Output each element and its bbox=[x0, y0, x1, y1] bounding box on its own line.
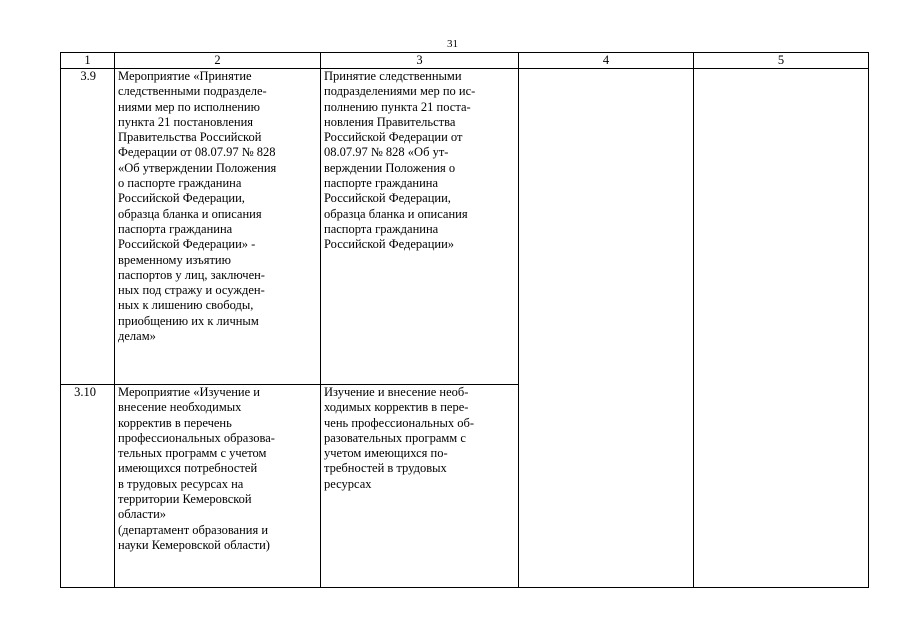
measure-title-cell: Мероприятие «Принятие следственными подразделе- ниями мер по исполнению пункта 21 постановления Правительства Российской Федерации от 08.07.97 № 828 «Об утверждении Положения о паспорте гражданина Российской Федерации, образца бланка и описания паспорта гражданина Российской Федерации» - временному изъятию паспортов у лиц, заключен- ных под стражу и осужден- ных к лишению свободы, приобщению их к личным делам» bbox=[115, 69, 321, 385]
row-number: 3.9 bbox=[61, 69, 115, 385]
header-col-1: 1 bbox=[61, 53, 115, 69]
column-5-cell bbox=[694, 69, 869, 588]
column-4-cell bbox=[519, 69, 694, 588]
header-row bbox=[61, 53, 869, 69]
measure-description-cell: Изучение и внесение необ- ходимых корректив в пере- чень профессиональных об- разовательных программ с учетом имеющихся по- требностей в трудовых ресурсах bbox=[321, 385, 519, 588]
measures-table bbox=[60, 52, 869, 588]
table-row bbox=[61, 69, 869, 385]
table-body bbox=[61, 69, 869, 588]
row-number: 3.10 bbox=[61, 385, 115, 588]
page-number: 31 bbox=[447, 38, 458, 50]
header-col-3: 3 bbox=[321, 53, 519, 69]
measure-description-cell: Принятие следственными подразделениями мер по ис- полнению пункта 21 поста- новления Правительства Российской Федерации от 08.07.97 № 828 «Об ут- верждении Положения о паспорте гражданина Российской Федерации, образца бланка и описания паспорта гражданина Российской Федерации» bbox=[321, 69, 519, 385]
header-col-4: 4 bbox=[519, 53, 694, 69]
measure-title-cell: Мероприятие «Изучение и внесение необходимых корректив в перечень профессиональных образова- тельных программ с учетом имеющихся потребностей в трудовых ресурсах на территории Кемеровской области» (департамент образования и науки Кемеровской области) bbox=[115, 385, 321, 588]
table-header bbox=[61, 53, 869, 69]
header-col-5: 5 bbox=[694, 53, 869, 69]
header-col-2: 2 bbox=[115, 53, 321, 69]
